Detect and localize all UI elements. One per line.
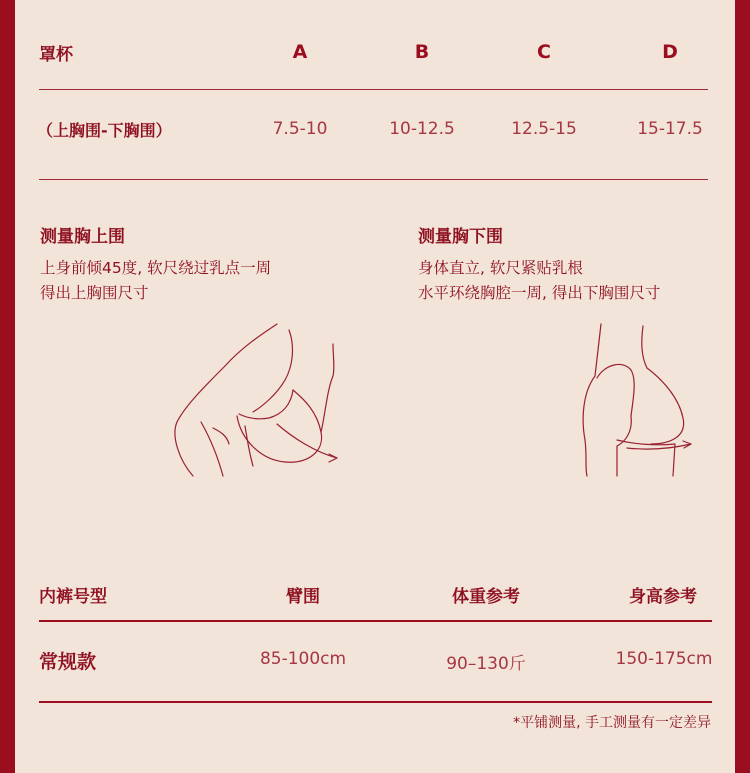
measurement-note: *平铺测量, 手工测量有一定差异 xyxy=(513,715,711,731)
cup-row-label: （上胸围-下胸围） xyxy=(37,121,172,140)
arm-circ-value: 85-100cm xyxy=(259,649,347,669)
cup-b-value: 10-12.5 xyxy=(389,119,455,139)
cup-header-divider xyxy=(39,89,708,90)
cup-table-bottom-divider xyxy=(39,179,708,180)
panty-table-bottom-divider xyxy=(39,701,712,703)
cup-c-label: C xyxy=(537,41,551,63)
lower-bust-illustration xyxy=(575,320,705,480)
upper-bust-desc: 上身前倾45度, 软尺绕过乳点一周 得出上胸围尺寸 xyxy=(40,259,272,302)
cup-d-label: D xyxy=(662,41,678,63)
panty-header-divider xyxy=(39,620,712,622)
weight-ref-value: 90–130斤 xyxy=(446,654,526,674)
cup-a-label: A xyxy=(292,41,308,63)
size-chart-panel xyxy=(15,0,735,773)
upper-bust-illustration xyxy=(165,320,345,480)
cup-header-label: 罩杯 xyxy=(39,45,73,65)
upper-bust-title: 测量胸上围 xyxy=(40,227,125,247)
weight-ref-header: 体重参考 xyxy=(452,587,520,607)
panty-type-header: 内裤号型 xyxy=(39,587,107,607)
height-ref-value: 150-175cm xyxy=(615,649,713,669)
cup-d-value: 15-17.5 xyxy=(637,119,703,139)
cup-a-value: 7.5-10 xyxy=(272,119,328,139)
arm-circ-header: 臂围 xyxy=(286,587,320,607)
panty-type-value: 常规款 xyxy=(39,651,97,673)
cup-c-value: 12.5-15 xyxy=(511,119,577,139)
lower-bust-desc: 身体直立, 软尺紧贴乳根 水平环绕胸腔一周, 得出下胸围尺寸 xyxy=(418,259,661,302)
lower-bust-title: 测量胸下围 xyxy=(418,227,503,247)
height-ref-header: 身高参考 xyxy=(629,587,697,607)
cup-b-label: B xyxy=(414,41,430,63)
